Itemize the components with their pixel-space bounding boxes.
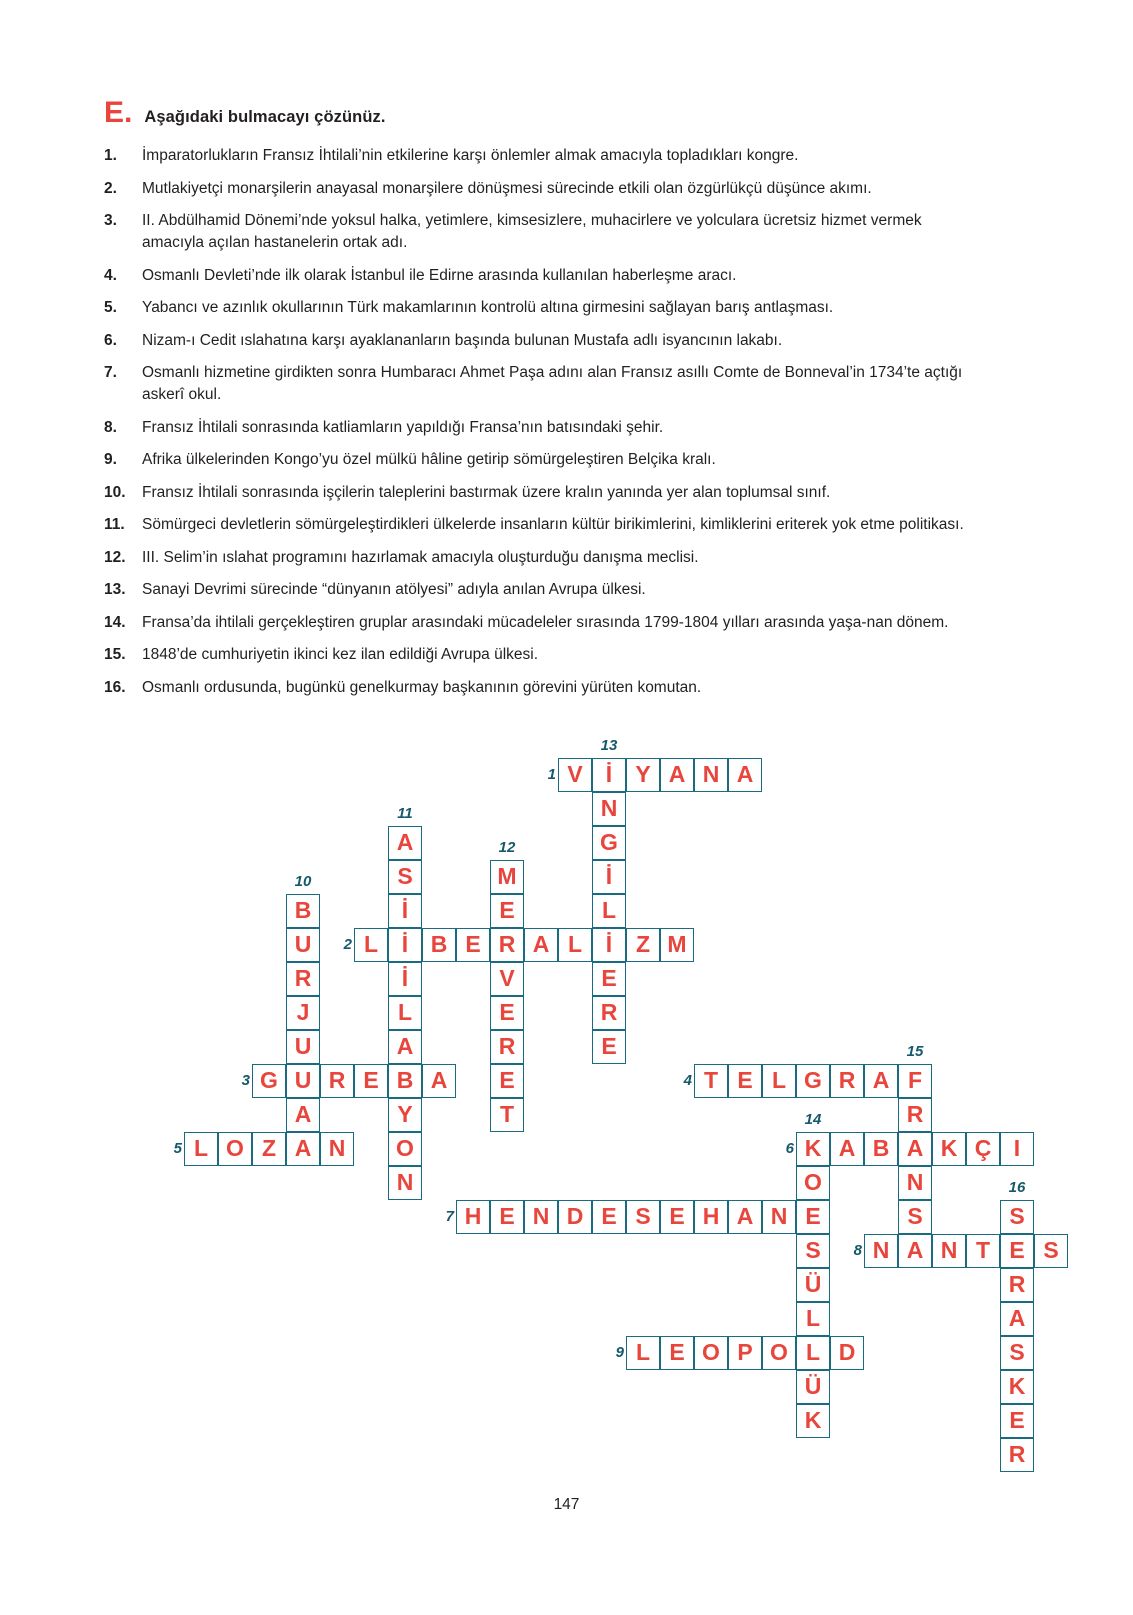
clue-number: 11. [104,516,125,533]
crossword-cell[interactable]: E [1000,1234,1034,1268]
crossword-cell[interactable]: E [490,894,524,928]
crossword-cell[interactable]: E [796,1200,830,1234]
crossword-cell[interactable]: R [320,1064,354,1098]
crossword-clue-number[interactable]: 11 [397,805,413,822]
crossword-cell[interactable]: E [490,1200,524,1234]
clue-item [104,644,984,666]
crossword-cell[interactable]: F [898,1064,932,1098]
clue-number: 10. [104,483,126,501]
clue-item [104,417,984,439]
crossword-cell[interactable]: N [762,1200,796,1234]
page-number: 147 [553,1496,580,1513]
section-header [104,98,386,128]
clue-number: 7. [104,364,117,381]
clue-item [104,482,984,504]
crossword-cell[interactable]: R [490,928,524,962]
clue-list [104,145,984,709]
crossword-cell[interactable]: V [558,758,592,792]
crossword-cell[interactable]: D [830,1336,864,1370]
crossword-cell[interactable]: O [762,1336,796,1370]
clue-text: Osmanlı hizmetine girdikten sonra Humbaracı Ahmet Paşa adını alan Fransız asıllı Comte de Bonneval’in 1734’te açtığı askerî okul. [142,364,963,403]
crossword-cell[interactable]: O [388,1132,422,1166]
crossword-cell[interactable]: O [694,1336,728,1370]
clue-item [104,145,984,167]
crossword-cell[interactable]: B [422,928,456,962]
clue-number: 2. [104,179,117,197]
crossword-cell[interactable]: B [388,1064,422,1098]
crossword-cell[interactable]: Ü [796,1370,830,1404]
crossword-cell[interactable]: S [898,1200,932,1234]
crossword-cell[interactable]: A [898,1234,932,1268]
crossword-cell[interactable]: Ç [966,1132,1000,1166]
crossword-cell[interactable]: İ [592,860,626,894]
crossword-cell[interactable]: A [388,1030,422,1064]
crossword-cell[interactable]: Y [626,758,660,792]
crossword-cell[interactable]: A [728,758,762,792]
clue-text: Osmanlı Devleti’nde ilk olarak İstanbul ile Edirne arasında kullanılan haberleşme aracı. [142,266,737,284]
clue-number: 5. [104,299,117,316]
clue-text: İmparatorlukların Fransız İhtilali’nin etkilerine karşı önlemler almak amacıyla topladıkları kongre. [142,147,799,164]
clue-number: 16. [104,678,126,696]
clue-item [104,677,984,699]
crossword-cell[interactable]: L [388,996,422,1030]
clue-number: 6. [104,331,117,349]
crossword-cell[interactable]: L [354,928,388,962]
crossword-cell[interactable]: L [796,1336,830,1370]
crossword-cell[interactable]: N [524,1200,558,1234]
clue-item [104,297,984,319]
crossword-cell[interactable]: E [1000,1404,1034,1438]
crossword-cell[interactable]: A [524,928,558,962]
crossword-cell[interactable]: L [796,1302,830,1336]
clue-item [104,612,984,634]
crossword-cell[interactable]: P [728,1336,762,1370]
crossword-cell[interactable]: L [184,1132,218,1166]
crossword-cell[interactable]: E [490,996,524,1030]
crossword-cell[interactable]: İ [388,894,422,928]
clue-number: 3. [104,212,117,229]
crossword-clue-number[interactable]: 1 [547,766,556,783]
crossword-cell[interactable]: O [218,1132,252,1166]
clue-item [104,449,984,471]
crossword-cell[interactable]: U [286,928,320,962]
clue-text: Fransa’da ihtilali gerçekleştiren gruplar arasındaki mücadeleler sırasında 1799-1804 yılları arasında yaşa-nan dönem. [142,613,949,631]
clue-number: 9. [104,451,117,468]
crossword-cell[interactable]: S [796,1234,830,1268]
crossword-cell[interactable]: B [864,1132,898,1166]
crossword-clue-number[interactable]: 15 [906,1043,924,1060]
crossword-clue-number[interactable]: 6 [785,1140,794,1157]
clue-number: 8. [104,418,117,436]
crossword-cell[interactable]: K [796,1132,830,1166]
clue-number: 1. [104,147,117,164]
clue-text: Fransız İhtilali sonrasında katliamların yapıldığı Fransa’nın batısındaki şehir. [142,418,664,436]
crossword-cell[interactable]: N [320,1132,354,1166]
crossword-cell[interactable]: S [1000,1200,1034,1234]
crossword-clue-number[interactable]: 8 [853,1242,862,1259]
crossword-cell[interactable]: K [1000,1370,1034,1404]
crossword-cell[interactable]: U [286,1030,320,1064]
clue-text: Fransız İhtilali sonrasında işçilerin taleplerini bastırmak üzere kralın yanında yer alan toplumsal sınıf. [142,483,831,501]
clue-item [104,579,984,601]
crossword-clue-number[interactable]: 9 [615,1344,624,1361]
crossword-cell[interactable]: A [864,1064,898,1098]
crossword-cell[interactable]: G [796,1064,830,1098]
crossword-cell[interactable]: N [898,1166,932,1200]
crossword-cell[interactable]: J [286,996,320,1030]
crossword-cell[interactable]: S [1000,1336,1034,1370]
clue-number: 14. [104,613,126,631]
crossword-cell[interactable]: K [796,1404,830,1438]
crossword-cell[interactable]: E [490,1064,524,1098]
clue-item [104,547,984,569]
clue-text: Sömürgeci devletlerin sömürgeleştirdikleri ülkelerde insanların kültür birikimlerini, kimliklerini eriterek yok etme politikası. [142,516,964,533]
crossword-cell[interactable]: İ [592,928,626,962]
crossword-cell[interactable]: Y [388,1098,422,1132]
crossword-cell[interactable]: G [252,1064,286,1098]
crossword-cell[interactable]: E [456,928,490,962]
section-title: Aşağıdaki bulmacayı çözünüz. [144,108,386,126]
crossword-cell[interactable]: R [592,996,626,1030]
crossword-clue-number[interactable]: 13 [600,737,618,754]
clue-item [104,330,984,352]
crossword-cell[interactable]: N [694,758,728,792]
clue-text: Nizam-ı Cedit ıslahatına karşı ayaklananların başında bulunan Mustafa adlı isyancının lakabı. [142,331,783,349]
crossword-cell[interactable]: A [660,758,694,792]
crossword-cell[interactable]: M [490,860,524,894]
crossword-clue-number[interactable]: 16 [1008,1179,1026,1196]
crossword-clue-number[interactable]: 7 [445,1208,454,1225]
crossword-cell[interactable]: T [490,1098,524,1132]
crossword-cell[interactable]: Z [252,1132,286,1166]
crossword-cell[interactable]: A [728,1200,762,1234]
crossword-cell[interactable]: E [660,1336,694,1370]
crossword-cell[interactable]: R [830,1064,864,1098]
crossword-cell[interactable]: L [762,1064,796,1098]
crossword-cell[interactable]: İ [388,928,422,962]
clue-text: II. Abdülhamid Dönemi’nde yoksul halka, yetimlere, kimsesizlere, muhacirlere ve yolculara ücretsiz hizmet vermek amacıyla açılan hastanelerin ortak adı. [142,212,922,251]
crossword-clue-number[interactable]: 5 [173,1140,182,1157]
crossword-cell[interactable]: R [898,1098,932,1132]
crossword-cell[interactable]: A [388,826,422,860]
crossword-cell[interactable]: L [558,928,592,962]
crossword-cell[interactable]: T [694,1064,728,1098]
clue-number: 12. [104,548,126,566]
crossword-clue-number[interactable]: 2 [343,936,352,953]
crossword-cell[interactable]: I [1000,1132,1034,1166]
crossword-cell[interactable]: R [490,1030,524,1064]
crossword-cell[interactable]: R [286,962,320,996]
crossword-cell[interactable]: E [592,1200,626,1234]
clue-text: Osmanlı ordusunda, bugünkü genelkurmay başkanının görevini yürüten komutan. [142,678,702,696]
crossword-cell[interactable]: N [388,1166,422,1200]
crossword-cell[interactable]: Z [626,928,660,962]
clue-item [104,178,984,200]
crossword-cell[interactable]: R [1000,1268,1034,1302]
crossword-cell[interactable]: N [864,1234,898,1268]
crossword-cell[interactable]: U [286,1064,320,1098]
clue-text: Afrika ülkelerinden Kongo’yu özel mülkü hâline getirip sömürgeleştiren Belçika kralı. [142,451,716,468]
crossword-cell[interactable]: E [728,1064,762,1098]
section-letter: E. [104,96,133,129]
clue-text: Sanayi Devrimi sürecinde “dünyanın atölyesi” adıyla anılan Avrupa ülkesi. [142,581,646,598]
crossword-clue-number[interactable]: 12 [498,839,516,856]
crossword-clue-number[interactable]: 4 [683,1072,692,1089]
clue-number: 4. [104,266,117,284]
crossword-cell[interactable]: R [1000,1438,1034,1472]
crossword-cell[interactable]: A [422,1064,456,1098]
crossword-cell[interactable]: S [388,860,422,894]
crossword-cell[interactable]: N [592,792,626,826]
crossword-cell[interactable]: D [558,1200,592,1234]
clue-number: 13. [104,581,126,598]
crossword-clue-number[interactable]: 14 [804,1111,822,1128]
clue-text: 1848’de cumhuriyetin ikinci kez ilan edildiği Avrupa ülkesi. [142,646,539,663]
crossword-cell[interactable]: T [966,1234,1000,1268]
clue-number: 15. [104,646,126,663]
clue-text: III. Selim’in ıslahat programını hazırlamak amacıyla oluşturduğu danışma meclisi. [142,548,699,566]
crossword-cell[interactable]: A [898,1132,932,1166]
clue-item [104,514,984,536]
crossword-cell[interactable]: L [626,1336,660,1370]
crossword-cell[interactable]: E [592,1030,626,1064]
crossword-cell[interactable]: L [592,894,626,928]
crossword-cell[interactable]: V [490,962,524,996]
crossword-cell[interactable]: E [592,962,626,996]
crossword-clue-number[interactable]: 3 [241,1072,250,1089]
crossword-cell[interactable]: A [286,1132,320,1166]
crossword-cell[interactable]: A [286,1098,320,1132]
crossword-cell[interactable]: H [694,1200,728,1234]
crossword-cell[interactable]: İ [592,758,626,792]
crossword-cell[interactable]: S [1034,1234,1068,1268]
crossword-cell[interactable]: E [354,1064,388,1098]
crossword-cell[interactable]: O [796,1166,830,1200]
clue-item [104,265,984,287]
crossword-cell[interactable]: K [932,1132,966,1166]
crossword-cell[interactable]: A [830,1132,864,1166]
crossword-cell[interactable]: M [660,928,694,962]
crossword-cell[interactable]: H [456,1200,490,1234]
crossword-cell[interactable]: İ [388,962,422,996]
crossword-cell[interactable]: A [1000,1302,1034,1336]
crossword-cell[interactable]: E [660,1200,694,1234]
crossword-clue-number[interactable]: 10 [294,873,312,890]
crossword-cell[interactable]: S [626,1200,660,1234]
clue-item [104,362,984,406]
crossword-cell[interactable]: B [286,894,320,928]
clue-item [104,210,984,254]
crossword-cell[interactable]: Ü [796,1268,830,1302]
clue-text: Yabancı ve azınlık okullarının Türk makamlarının kontrolü altına girmesini sağlayan barış antlaşması. [142,299,834,316]
crossword-cell[interactable]: N [932,1234,966,1268]
crossword-cell[interactable]: G [592,826,626,860]
clue-text: Mutlakiyetçi monarşilerin anayasal monarşilere dönüşmesi sürecinde etkili olan özgürlükçü düşünce akımı. [142,179,872,197]
